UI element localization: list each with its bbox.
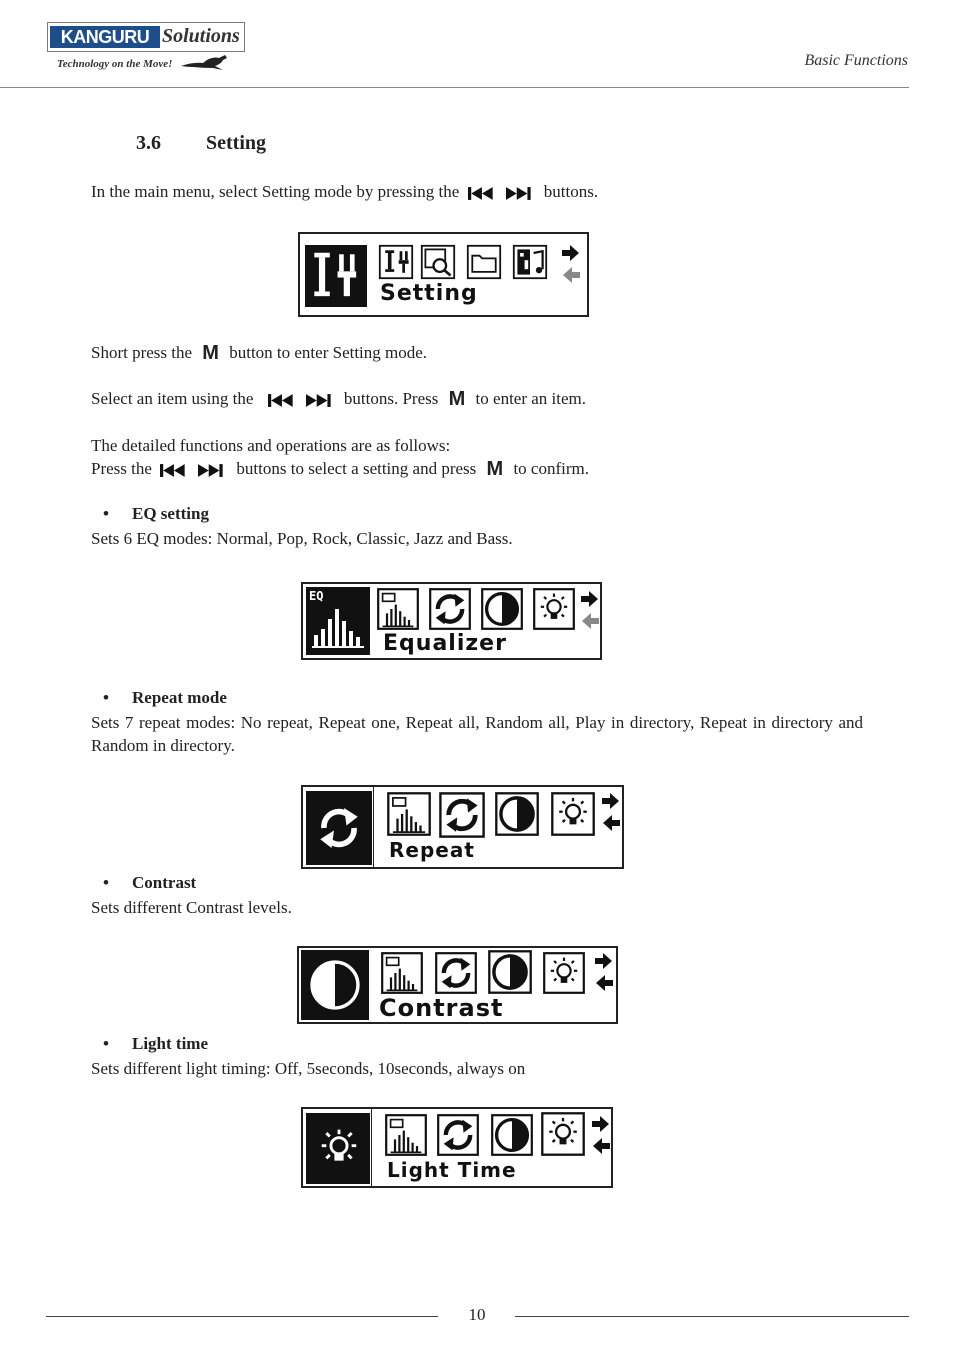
tools-icon xyxy=(378,244,414,280)
repeat-icon xyxy=(437,791,487,839)
short-press-paragraph xyxy=(91,341,427,365)
contrast-large-icon xyxy=(301,950,369,1020)
eq-setting-text: Sets 6 EQ modes: Normal, Pop, Rock, Classic, Jazz and Bass. xyxy=(91,529,513,548)
lcd-setting-screen xyxy=(298,232,589,317)
light-icon xyxy=(539,1111,587,1157)
kangaroo-icon xyxy=(179,52,235,72)
intro-paragraph xyxy=(91,180,598,203)
lcd-equalizer-screen xyxy=(301,582,602,660)
eq-icon xyxy=(383,1113,429,1157)
detail-line-1: The detailed functions and operations are as follows: xyxy=(91,436,451,455)
eq-bars-icon xyxy=(312,605,366,649)
select-item-text-after: to enter an item. xyxy=(475,389,587,408)
select-item-text-middle: buttons. Press xyxy=(343,389,439,408)
contrast-icon xyxy=(489,1113,535,1157)
repeat-icon xyxy=(435,1113,481,1157)
short-press-text-before: Short press the xyxy=(91,343,193,362)
detail-line-2 xyxy=(91,457,589,481)
bullet-marker: • xyxy=(103,504,109,523)
light-large-icon xyxy=(306,1113,370,1184)
light-icon xyxy=(549,791,597,837)
music-icon xyxy=(512,244,548,280)
contrast-text: Sets different Contrast levels. xyxy=(91,898,292,917)
repeat-mode-heading: Repeat mode xyxy=(132,688,227,707)
section-number: 3.6 xyxy=(136,132,161,154)
logo-brand-block xyxy=(50,26,160,48)
light-icon xyxy=(531,587,577,631)
section-title: Setting xyxy=(206,132,266,154)
header-divider xyxy=(0,87,909,88)
prev-button-icon xyxy=(468,186,498,201)
lcd-divider xyxy=(373,787,374,867)
light-large-glyph xyxy=(316,1125,362,1171)
lcd-contrast-label: Contrast xyxy=(379,994,504,1022)
arrows-icon xyxy=(560,242,582,286)
logo-frame xyxy=(47,22,245,52)
arrows-icon xyxy=(600,789,622,835)
eq-large-tag: EQ xyxy=(309,589,324,603)
footer-rule-left xyxy=(46,1316,438,1317)
lcd-contrast-screen xyxy=(297,946,618,1024)
contrast-icon xyxy=(479,587,525,631)
header-section-label: Basic Functions xyxy=(804,52,908,69)
contrast-icon xyxy=(493,791,541,837)
detail-text-before: Press the xyxy=(91,459,152,478)
repeat-icon xyxy=(427,587,473,631)
footer-rule-right xyxy=(515,1316,909,1317)
lcd-repeat-label: Repeat xyxy=(389,838,475,862)
bullet-marker: • xyxy=(103,873,109,892)
bullet-marker: • xyxy=(103,688,109,707)
bullet-marker: • xyxy=(103,1034,109,1053)
eq-icon xyxy=(375,587,421,631)
repeat-mode-text: Sets 7 repeat modes: No repeat, Repeat one, Repeat all, Random all, Play in directory, Repeat in directory and Random in directory. xyxy=(91,713,863,755)
lcd-light-time-screen xyxy=(301,1107,613,1188)
contrast-large-glyph xyxy=(308,958,362,1012)
arrows-icon xyxy=(593,950,615,994)
lcd-equalizer-label: Equalizer xyxy=(383,631,507,656)
arrows-icon xyxy=(590,1113,612,1157)
select-item-text-before: Select an item using the xyxy=(91,389,254,408)
search-icon xyxy=(420,244,456,280)
light-time-text: Sets different light timing: Off, 5seconds, 10seconds, always on xyxy=(91,1059,526,1078)
m-button-icon: M xyxy=(448,388,466,410)
lcd-divider xyxy=(371,1109,372,1186)
m-button-icon: M xyxy=(486,458,504,480)
short-press-text-after: button to enter Setting mode. xyxy=(229,343,428,362)
intro-text-before: In the main menu, select Setting mode by pressing the xyxy=(91,182,460,201)
repeat-large-glyph xyxy=(314,803,364,853)
intro-text-after: buttons. xyxy=(543,182,599,201)
kanguru-logo xyxy=(47,22,247,78)
logo-solutions-text: Solutions xyxy=(162,25,240,47)
select-item-paragraph xyxy=(91,387,586,411)
next-button-icon xyxy=(198,463,228,478)
logo-tagline: Technology on the Move! xyxy=(57,58,173,70)
light-time-heading: Light time xyxy=(132,1034,209,1053)
folder-icon xyxy=(466,244,502,280)
eq-icon xyxy=(385,791,433,837)
next-button-icon xyxy=(306,393,336,408)
repeat-icon xyxy=(433,951,479,995)
repeat-large-icon xyxy=(306,791,372,865)
logo-kanguru-text: KANGURU xyxy=(60,27,150,47)
contrast-icon xyxy=(485,949,535,995)
prev-button-icon xyxy=(160,463,190,478)
page-number: 10 xyxy=(468,1305,486,1324)
arrows-icon xyxy=(579,588,601,632)
next-button-icon xyxy=(506,186,536,201)
detail-text-middle: buttons to select a setting and press xyxy=(236,459,477,478)
eq-large-icon xyxy=(306,587,370,655)
prev-button-icon xyxy=(268,393,298,408)
lcd-light-time-label: Light Time xyxy=(387,1158,517,1182)
light-icon xyxy=(541,951,587,995)
eq-icon xyxy=(379,951,425,995)
detail-text-after: to confirm. xyxy=(513,459,589,478)
eq-setting-heading: EQ setting xyxy=(132,504,209,523)
lcd-setting-label: Setting xyxy=(380,281,478,306)
m-button-icon: M xyxy=(202,342,219,364)
lcd-repeat-screen xyxy=(301,785,624,869)
contrast-heading: Contrast xyxy=(132,873,197,892)
tools-large-icon xyxy=(305,245,367,307)
